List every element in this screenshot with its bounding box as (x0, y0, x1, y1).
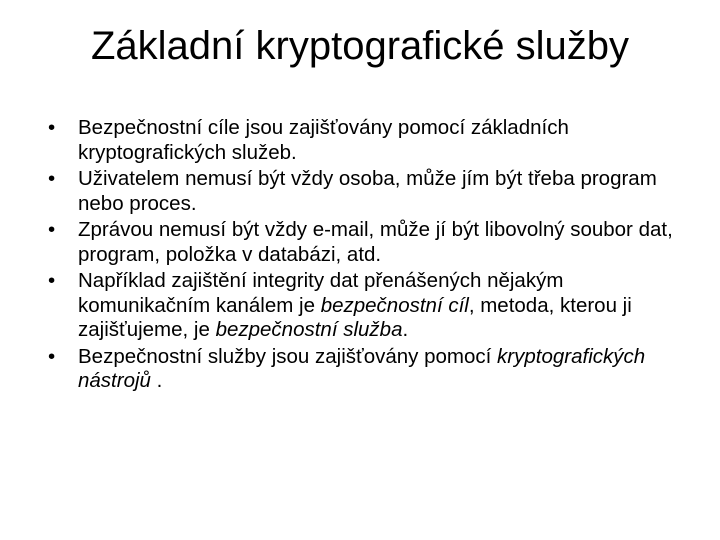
bullet-marker: • (48, 218, 56, 241)
bullet-text-part: Například zajištění integrity dat přenášených nějakým komunikačním kanálem je (78, 269, 564, 317)
bullet-text-emphasis: kryptografických nástrojů (78, 344, 646, 392)
bullet-text-part: Bezpečnostní služby jsou zajišťovány pomocí (78, 344, 498, 368)
slide-title: Základní kryptografické služby (90, 24, 629, 68)
bullet-text (78, 269, 632, 341)
bullet-marker: • (48, 167, 56, 190)
bullet-text: Bezpečnostní cíle jsou zajišťovány pomocí základních kryptografických služeb. (78, 116, 569, 164)
bullet-text-part: , metoda, kterou ji zajišťujeme, je (78, 293, 632, 341)
bullet-marker: • (48, 344, 56, 368)
bullet-item (48, 269, 688, 343)
bullet-text (78, 345, 645, 393)
bullet-item (48, 345, 688, 394)
bullet-item (48, 167, 688, 216)
bullet-text-emphasis: bezpečnostní cíl (320, 293, 469, 317)
bullet-item (48, 116, 688, 165)
bullet-item (48, 218, 688, 267)
bullet-text: Uživatelem nemusí být vždy osoba, může jím být třeba program nebo proces. (78, 167, 657, 215)
bullet-text-part: . (402, 318, 409, 341)
bullet-marker: • (48, 116, 56, 139)
bullet-list (48, 116, 688, 396)
bullet-text-emphasis: bezpečnostní služba (215, 318, 403, 341)
bullet-text: Zprávou nemusí být vždy e-mail, může jí být libovolný soubor dat, program, položka v databázi, atd. (78, 218, 673, 266)
bullet-text-part: . (150, 369, 163, 392)
bullet-marker: • (48, 269, 56, 292)
